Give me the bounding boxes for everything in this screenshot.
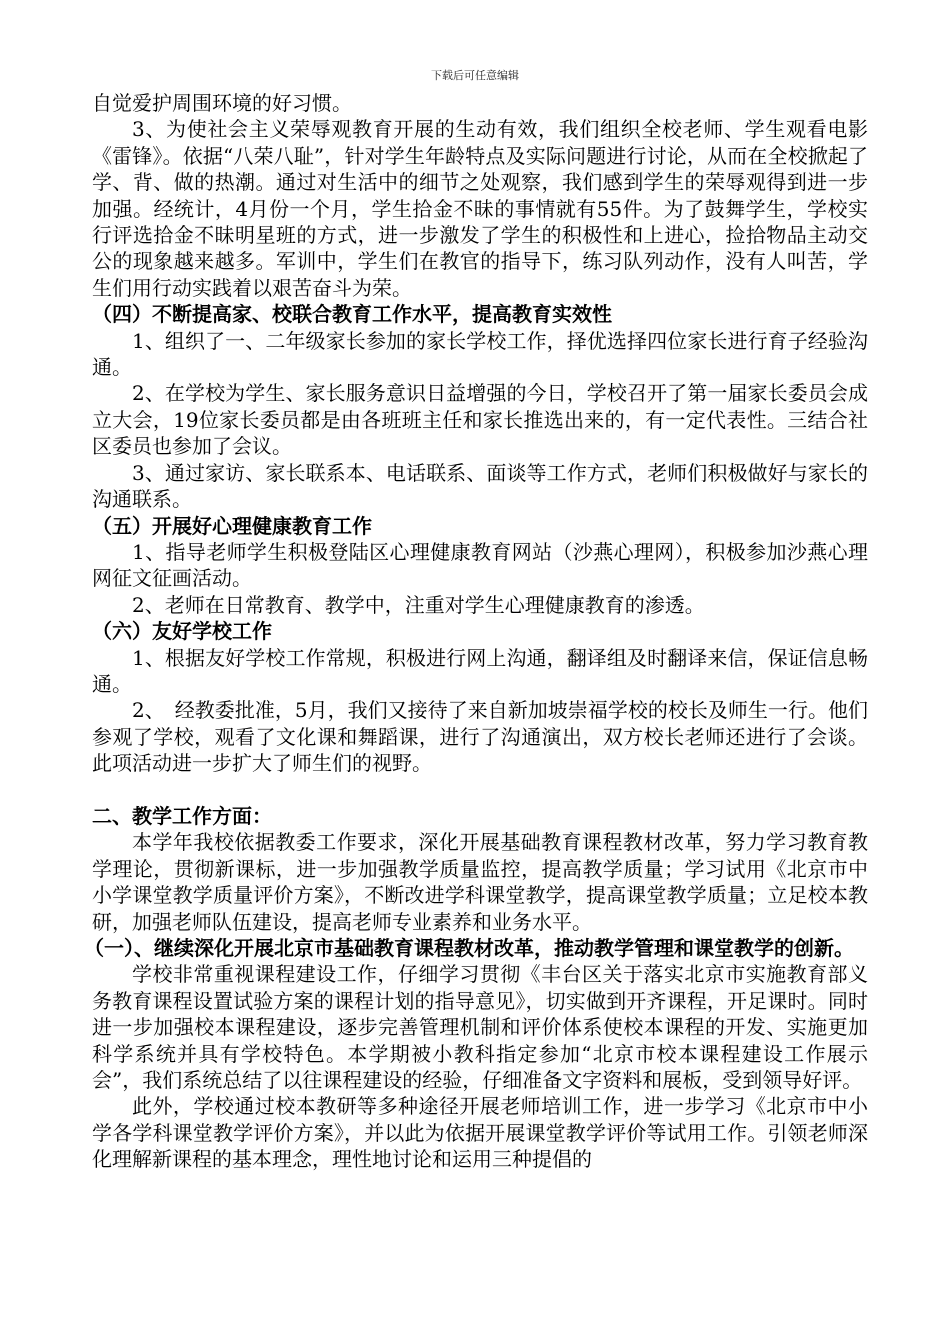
body-paragraph: 本学年我校依据教委工作要求，深化开展基础教育课程教材改革，努力学习教育教学理论，贯彻新课标，进一步加强教学质量监控，提高教学质量；学习试用《北京市中小学课堂教学质量评价方案》，不断改进学科课堂教学，提高课堂教学质量；立足校本教研，加强老师队伍建设，提高老师专业素养和业务水平。 — [92, 830, 868, 934]
body-paragraph: 自觉爱护周围环境的好习惯。 — [92, 91, 352, 115]
body-paragraph: 此外，学校通过校本教研等多种途径开展老师培训工作，进一步学习《北京市中小学各学科课堂教学评价方案》，并以此为依据开展课堂教学评价等试用工作。引领老师深化理解新课程的基本理念，理性地讨论和运用三种提倡的 — [92, 1094, 868, 1172]
section-heading: （一）、继续深化开展北京市基础教育课程教材改革，推动教学管理和课堂教学的创新。 — [84, 935, 854, 960]
body-paragraph: 3、通过家访、家长联系本、电话联系、面谈等工作方式，老师们积极做好与家长的沟通联系。 — [92, 460, 868, 512]
section-heading: （四）不断提高家、校联合教育工作水平，提高教育实效性 — [92, 302, 612, 327]
section-heading: （六）友好学校工作 — [92, 619, 272, 644]
section-heading: 二、教学工作方面： — [92, 803, 272, 828]
body-paragraph: 学校非常重视课程建设工作，仔细学习贯彻《丰台区关于落实北京市实施教育部义务教育课程设置试验方案的课程计划的指导意见》，切实做到开齐课程，开足课时。同时进一步加强校本课程建设，逐步完善管理机制和评价体系使校本课程的开发、实施更加科学系统并具有学校特色。本学期被小教科指定参加“北京市校本课程建设工作展示会”，我们系统总结了以往课程建设的经验，仔细准备文字资料和展板，受到领导好评。 — [92, 962, 868, 1093]
body-paragraph: 1、组织了一、二年级家长参加的家长学校工作，择优选择四位家长进行育子经验沟通。 — [92, 328, 868, 380]
section-heading: （五）开展好心理健康教育工作 — [92, 513, 372, 538]
document-body — [84, 90, 868, 1173]
body-paragraph: 1、根据友好学校工作常规，积极进行网上沟通，翻译组及时翻译来信，保证信息畅通。 — [92, 645, 868, 696]
body-paragraph: 2、老师在日常教育、教学中，注重对学生心理健康教育的渗透。 — [132, 592, 705, 617]
body-paragraph: 3、为使社会主义荣辱观教育开展的生动有效，我们组织全校老师、学生观看电影《雷锋》。依据“八荣八耻”，针对学生年龄特点及实际问题进行讨论，从而在全校掀起了学、背、做的热潮。通过对生活中的细节之处观察，我们感到学生的荣辱观得到进一步加强。经统计，4月份一个月，学生拾金不昧的事情就有55件。为了鼓舞学生，学校实行评选拾金不昧明星班的方式，进一步激发了学生的积极性和上进心，捡拾物品主动交公的现象越来越多。军训中，学生们在教官的指导下，练习队列动作，没有人叫苦，学生们用行动实践着以艰苦奋斗为荣。 — [92, 117, 868, 300]
body-paragraph: 1、指导老师学生积极登陆区心理健康教育网站（沙燕心理网），积极参加沙燕心理网征文征画活动。 — [92, 539, 868, 591]
paragraph-gap — [92, 777, 868, 803]
body-paragraph: 2、在学校为学生、家长服务意识日益增强的今日，学校召开了第一届家长委员会成立大会，19位家长委员都是由各班班主任和家长推选出来的，有一定代表性。三结合社区委员也参加了会议。 — [92, 381, 868, 459]
header-note: 下载后可任意编辑 — [431, 69, 519, 82]
body-paragraph: 2、 经教委批准，5月，我们又接待了来自新加坡崇福学校的校长及师生一行。他们参观了学校，观看了文化课和舞蹈课，进行了沟通演出，双方校长老师还进行了会谈。此项活动进一步扩大了师生们的视野。 — [92, 698, 868, 776]
